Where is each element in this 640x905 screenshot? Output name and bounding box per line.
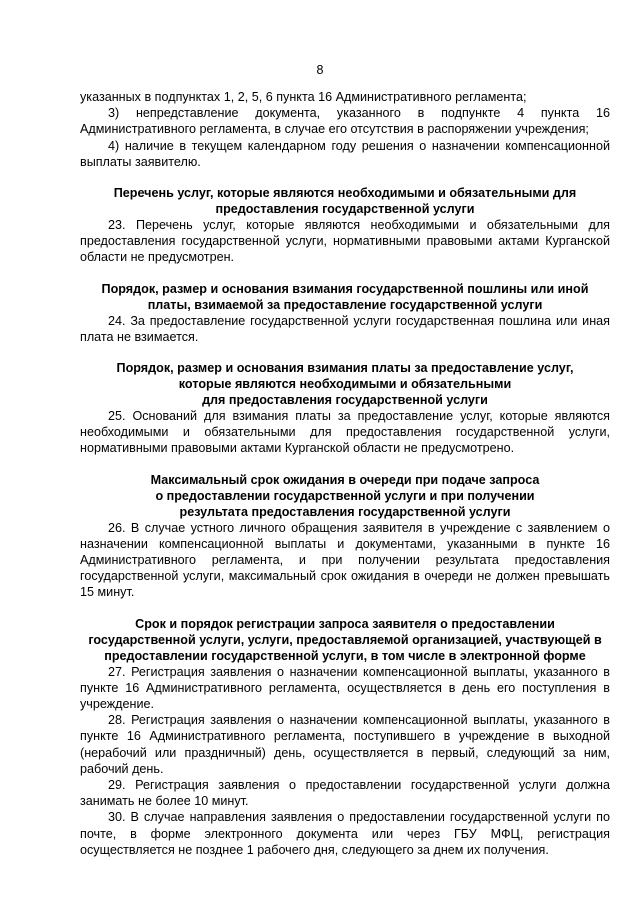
section-heading [80,185,610,217]
paragraph: 3) непредставление документа, указанного в подпункте 4 пункта 16 Административного регламента, в случае его отсутствия в распоряжении учреждения; [80,106,610,137]
page-number: 8 [316,63,324,77]
section-heading-line: которые являются необходимыми и обязательными [178,377,512,392]
section-heading-line: Перечень услуг, которые являются необходимыми и обязательными для [113,186,577,201]
paragraph: 25. Оснований для взимания платы за предоставление услуг, которые являются необходимыми и обязательными для предоставления государственной услуги, нормативными правовыми актами Курганской области не предусмотрено. [80,409,610,456]
section-heading-line: Срок и порядок регистрации запроса заявителя о предоставлении [135,616,555,631]
paragraph: 30. В случае направления заявления о предоставлении государственной услуги по почте, в форме электронного документа или через ГБУ МФЦ, регистрация осуществляется не позднее 1 рабочего дня, следующего за днем их получения. [80,810,610,857]
paragraph: 29. Регистрация заявления о предоставлении государственной услуги должна занимать не более 10 минут. [80,778,610,809]
section-heading [80,472,610,520]
section-heading [80,281,610,313]
section-heading-line: результата предоставления государственной услуги [179,504,511,519]
paragraph: 4) наличие в текущем календарном году решения о назначении компенсационной выплаты заявителю. [80,138,610,169]
paragraph: указанных в подпунктах 1, 2, 5, 6 пункта 16 Административного регламента; [80,90,527,104]
section-heading-line: предоставлении государственной услуги, в том числе в электронной форме [104,648,586,663]
section-heading-line: предоставления государственной услуги [215,202,475,217]
section-heading-line: для предоставления государственной услуги [202,393,488,408]
section-heading-line: Максимальный срок ожидания в очереди при подаче запроса [150,472,540,487]
section-heading-line: государственной услуги, услуги, предоставляемой организацией, участвующей в [88,632,602,647]
document-body [80,89,610,858]
section-heading [80,616,610,664]
paragraph: 23. Перечень услуг, которые являются необходимыми и обязательными для предоставления государственной услуги, нормативными правовыми актами Курганской области не предусмотрен. [80,218,610,265]
paragraph: 24. За предоставление государственной услуги государственная пошлина или иная плата не взимается. [80,313,610,344]
section-heading-line: Порядок, размер и основания взимания государственной пошлины или иной [101,281,589,296]
section-heading-line: о предоставлении государственной услуги и при получении [155,488,535,503]
paragraph: 26. В случае устного личного обращения заявителя в учреждение с заявлением о назначении компенсационной выплаты и документами, указанными в пункте 16 Административного регламента, и при получении результата предоставления государственной услуги, максимальный срок ожидания в очереди не должен превышать 15 минут. [80,520,610,600]
paragraph: 27. Регистрация заявления о назначении компенсационной выплаты, указанного в пункте 16 Административного регламента, осуществляется в день его поступления в учреждение. [80,664,610,712]
section-heading [80,360,610,408]
section-heading-line: Порядок, размер и основания взимания платы за предоставление услуг, [116,361,574,376]
section-heading-line: платы, взимаемой за предоставление государственной услуги [147,297,543,312]
paragraph: 28. Регистрация заявления о назначении компенсационной выплаты, указанного в пункте 16 Административного регламента, поступившего в учреждение в выходной (нерабочий или праздничный) день, осуществляется в первый, следующий за ним, рабочий день. [80,713,610,776]
